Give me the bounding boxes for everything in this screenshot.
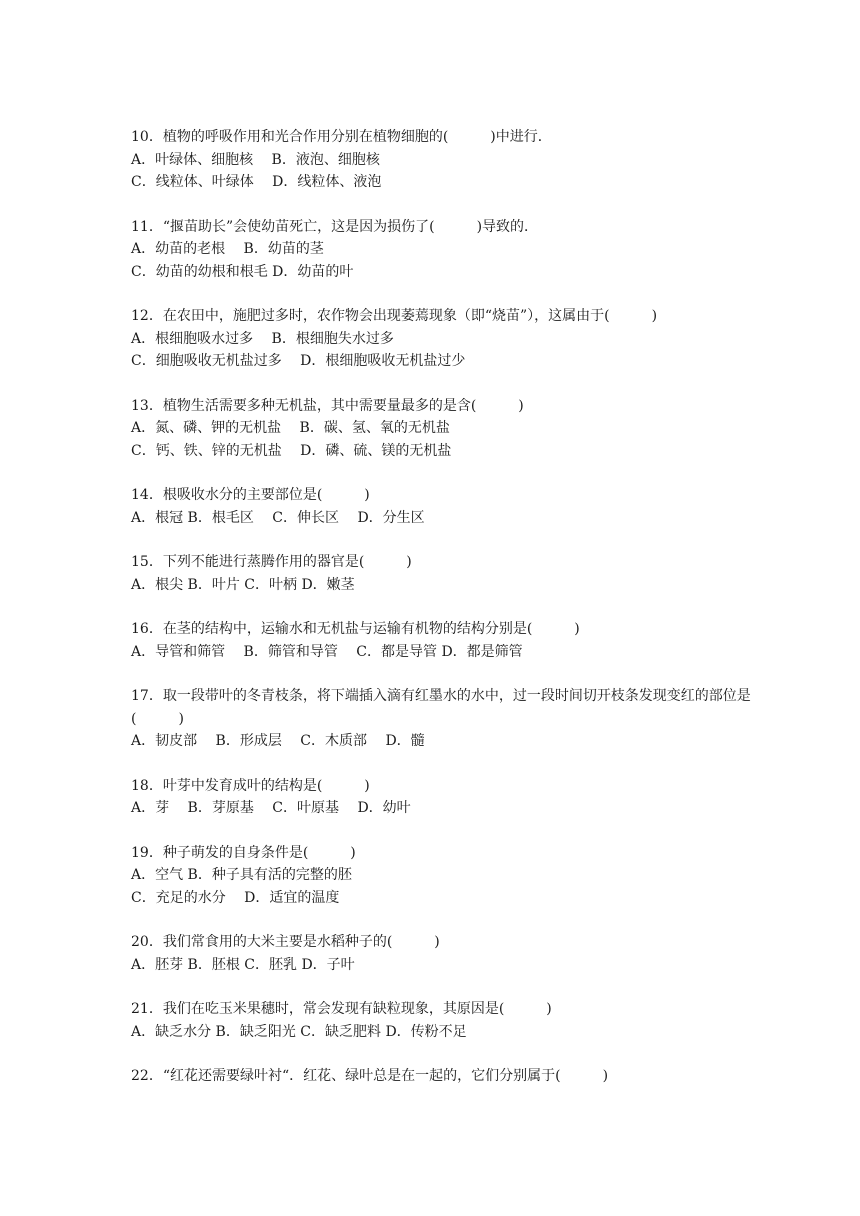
question-stem: 21．我们在吃玉米果穗时，常会发现有缺粒现象，其原因是( ) (131, 1001, 552, 1017)
question-10 (131, 126, 771, 194)
question-18 (131, 775, 771, 820)
question-stem: 22．“红花还需要绿叶衬“．红花、绿叶总是在一起的，它们分别属于( ) (131, 1068, 609, 1084)
question-stem: 20．我们常食用的大米主要是水稻种子的( ) (131, 934, 440, 950)
option-line: C．充足的水分 D．适宜的温度 (131, 889, 340, 906)
question-14 (131, 484, 771, 529)
question-stem: 12．在农田中，施肥过多时，农作物会出现萎蔫现象（即“烧苗”），这属由于( ) (131, 308, 658, 324)
question-20 (131, 931, 771, 976)
question-stem: 16．在茎的结构中，运输水和无机盐与运输有机物的结构分别是( ) (131, 621, 580, 637)
option-line: A．氮、磷、钾的无机盐 B．碳、氢、氧的无机盐 (131, 420, 450, 436)
option-line: A．空气 B．种子具有活的完整的胚 (131, 867, 352, 883)
question-11 (131, 216, 771, 284)
question-22 (131, 1065, 771, 1088)
question-stem: 17．取一段带叶的冬青枝条，将下端插入滴有红墨水的水中，过一段时间切开枝条发现变红的部位是( ) (131, 688, 751, 727)
option-line: A．芽 B．芽原基 C．叶原基 D．幼叶 (131, 800, 411, 816)
question-15 (131, 551, 771, 596)
option-line: A．缺乏水分 B．缺乏阳光 C．缺乏肥料 D．传粉不足 (131, 1023, 467, 1040)
option-line: A．胚芽 B．胚根 C．胚乳 D．子叶 (131, 956, 355, 973)
question-stem: 10．植物的呼吸作用和光合作用分别在植物细胞的( )中进行． (131, 129, 552, 145)
option-line: C．幼苗的幼根和根毛 D．幼苗的叶 (131, 263, 354, 280)
question-16 (131, 618, 771, 663)
option-line: C．细胞吸收无机盐过多 D．根细胞吸收无机盐过少 (131, 353, 466, 369)
question-12 (131, 305, 771, 373)
question-17 (131, 685, 771, 753)
option-line: A．根尖 B．叶片 C．叶柄 D．嫩茎 (131, 576, 355, 593)
option-line: C．线粒体、叶绿体 D．线粒体、液泡 (131, 174, 382, 190)
option-line: A．导管和筛管 B．筛管和导管 C．都是导管 D．都是筛管 (131, 643, 523, 660)
option-line: A．根冠 B．根毛区 C．伸长区 D．分生区 (131, 509, 425, 526)
question-stem: 18．叶芽中发育成叶的结构是( ) (131, 777, 370, 794)
option-line: A．韧皮部 B．形成层 C．木质部 D．髓 (131, 733, 425, 749)
question-stem: 11．“揠苗助长”会使幼苗死亡，这是因为损伤了( )导致的． (131, 218, 539, 235)
exam-page (131, 126, 771, 1110)
option-line: C．钙、铁、锌的无机盐 D．磷、硫、镁的无机盐 (131, 442, 452, 459)
question-stem: 14．根吸收水分的主要部位是( ) (131, 487, 370, 503)
option-line: A．幼苗的老根 B．幼苗的茎 (131, 241, 324, 257)
question-19 (131, 842, 771, 910)
question-13 (131, 395, 771, 463)
question-21 (131, 998, 771, 1043)
question-stem: 15．下列不能进行蒸腾作用的器官是( ) (131, 554, 412, 570)
option-line: A．根细胞吸水过多 B．根细胞失水过多 (131, 330, 394, 347)
question-stem: 19．种子萌发的自身条件是( ) (131, 844, 356, 861)
question-stem: 13．植物生活需要多种无机盐，其中需要量最多的是含( ) (131, 397, 524, 414)
option-line: A．叶绿体、细胞核 B．液泡、细胞核 (131, 151, 380, 168)
